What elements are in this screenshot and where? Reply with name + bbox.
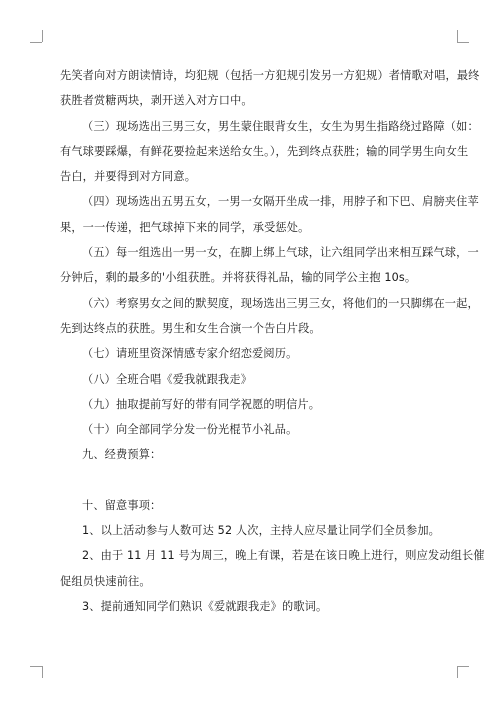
section-heading: 十、留意事项：: [82, 498, 162, 512]
crop-mark-bottom-right-h: [457, 666, 469, 667]
crop-mark-top-left-v: [42, 30, 43, 42]
text-line: （四）现场选出五男五女，一男一女隔开坐成一排，用脖子和下巴、肩膀夹住苹: [82, 195, 479, 209]
document-body: [60, 63, 485, 619]
text-line: 获胜者赏糖两块，剥开送入对方口中。: [60, 94, 253, 108]
crop-mark-bottom-right-v: [457, 666, 458, 678]
text-line: （九）抽取提前写好的带有同学祝愿的明信片。: [82, 397, 321, 411]
text-line: 告白，并要得到对方同意。: [60, 170, 197, 184]
text-line: （五）每一组选出一男一女，在脚上绑上气球，让六组同学出来相互踩气球，一: [82, 246, 479, 260]
crop-mark-top-right-h: [457, 42, 469, 43]
text-line: （三）现场选出三男三女，男生蒙住眼背女生，女生为男生指路绕过路障（如：: [82, 119, 479, 133]
text-line: （七）请班里资深情感专家介绍恋爱阅历。: [82, 347, 298, 361]
crop-mark-bottom-left-h: [30, 666, 42, 667]
text-line: （八）全班合唱《爱我就跟我走》: [82, 372, 253, 386]
crop-mark-top-left-h: [30, 42, 42, 43]
text-line: 分钟后，剩的最多的'小组获胜。并将获得礼品，输的同学公主抱 10s。: [60, 271, 417, 285]
text-line: （六）考察男女之间的默契度，现场选出三男三女，将他们的一只脚绑在一起，: [82, 296, 479, 310]
text-line: 先到达终点的获胜。男生和女生合演一个告白片段。: [60, 321, 321, 335]
section-heading: 九、经费预算：: [82, 448, 162, 462]
text-line: 先笑者向对方朗读情诗，均犯规（包括一方犯规引发另一方犯规）者情歌对唱，最终: [60, 69, 480, 82]
blank-line: [60, 468, 444, 493]
text-line: 果，一一传递，把气球掉下来的同学，承受惩处。: [60, 220, 310, 234]
text-line: 3、提前通知同学们熟识《爱就跟我走》的歌词。: [82, 599, 328, 613]
crop-mark-bottom-left-v: [42, 666, 43, 678]
crop-mark-top-right-v: [457, 30, 458, 42]
text-line: 2、由于 11 月 11 号为周三，晚上有课，若是在该日晚上进行，则应发动组长催: [82, 549, 485, 563]
text-line: 1、以上活动参与人数可达 52 人次，主持人应尽量让同学们全员参加。: [82, 524, 441, 538]
text-line: 有气球要踩爆，有鲜花要捡起来送给女生。），先到终点获胜；输的同学男生向女生: [60, 144, 469, 158]
text-line: （十）向全部同学分发一份光棍节小礼品。: [82, 423, 298, 437]
text-line: 促组员快速前往。: [60, 574, 151, 588]
